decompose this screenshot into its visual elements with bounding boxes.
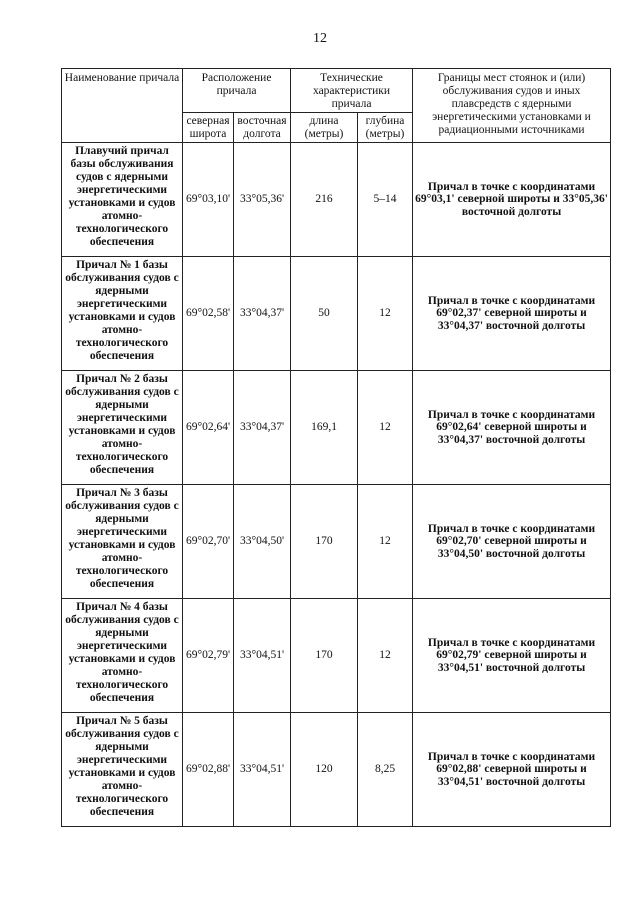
berth-longitude: 33°04,51' bbox=[234, 713, 291, 827]
berth-length: 120 bbox=[291, 713, 358, 827]
berth-longitude: 33°04,51' bbox=[234, 599, 291, 713]
berth-latitude: 69°02,70' bbox=[183, 485, 234, 599]
header-depth: глубина (метры) bbox=[358, 112, 413, 143]
berth-length: 169,1 bbox=[291, 371, 358, 485]
berth-latitude: 69°03,10' bbox=[183, 143, 234, 257]
berth-latitude: 69°02,79' bbox=[183, 599, 234, 713]
header-name: Наименование причала bbox=[62, 69, 183, 143]
berth-boundary: Причал в точке с координатами 69°02,70' северной широты и 33°04,50' восточной долготы bbox=[413, 485, 611, 599]
berth-depth: 8,25 bbox=[358, 713, 413, 827]
page-number: 12 bbox=[313, 31, 327, 46]
header-length: длина (метры) bbox=[291, 112, 358, 143]
header-north-latitude: северная широта bbox=[183, 112, 234, 143]
berth-name: Причал № 1 базы обслуживания судов с ядерными энергетическими установками и судов атомно-технологического обеспечения bbox=[62, 257, 183, 371]
berth-name: Причал № 3 базы обслуживания судов с ядерными энергетическими установками и судов атомно-технологического обеспечения bbox=[62, 485, 183, 599]
berth-length: 216 bbox=[291, 143, 358, 257]
berth-latitude: 69°02,58' bbox=[183, 257, 234, 371]
table-row bbox=[62, 485, 611, 599]
table-row bbox=[62, 143, 611, 257]
header-row bbox=[62, 69, 611, 113]
berth-longitude: 33°04,50' bbox=[234, 485, 291, 599]
header-technical: Технические характеристики причала bbox=[291, 69, 413, 113]
table-header bbox=[62, 69, 611, 143]
berth-boundary: Причал в точке с координатами 69°02,37' северной широты и 33°04,37' восточной долготы bbox=[413, 257, 611, 371]
berth-boundary: Причал в точке с координатами 69°03,1' северной широты и 33°05,36' восточной долготы bbox=[413, 143, 611, 257]
berth-length: 170 bbox=[291, 485, 358, 599]
berths-table bbox=[61, 68, 611, 827]
header-boundaries: Границы мест стоянок и (или) обслуживания судов и иных плавсредств с ядерными энергетическими установками и радиационными источниками bbox=[413, 69, 611, 143]
berth-depth: 5–14 bbox=[358, 143, 413, 257]
header-east-longitude: восточная долгота bbox=[234, 112, 291, 143]
berth-length: 50 bbox=[291, 257, 358, 371]
table-row bbox=[62, 713, 611, 827]
berth-name: Причал № 4 базы обслуживания судов с ядерными энергетическими установками и судов атомно-технологического обеспечения bbox=[62, 599, 183, 713]
berth-depth: 12 bbox=[358, 371, 413, 485]
table-row bbox=[62, 257, 611, 371]
berth-longitude: 33°04,37' bbox=[234, 257, 291, 371]
berth-longitude: 33°04,37' bbox=[234, 371, 291, 485]
table-row bbox=[62, 599, 611, 713]
table-body bbox=[62, 143, 611, 827]
berth-length: 170 bbox=[291, 599, 358, 713]
berth-latitude: 69°02,88' bbox=[183, 713, 234, 827]
berth-boundary: Причал в точке с координатами 69°02,64' северной широты и 33°04,37' восточной долготы bbox=[413, 371, 611, 485]
berth-depth: 12 bbox=[358, 257, 413, 371]
berth-depth: 12 bbox=[358, 599, 413, 713]
berth-name: Причал № 5 базы обслуживания судов с ядерными энергетическими установками и судов атомно-технологического обеспечения bbox=[62, 713, 183, 827]
berth-depth: 12 bbox=[358, 485, 413, 599]
header-location: Расположение причала bbox=[183, 69, 291, 113]
table-row bbox=[62, 371, 611, 485]
berth-latitude: 69°02,64' bbox=[183, 371, 234, 485]
berth-name: Плавучий причал базы обслуживания судов с ядерными энергетическими установками и судов атомно-технологического обеспечения bbox=[62, 143, 183, 257]
berth-longitude: 33°05,36' bbox=[234, 143, 291, 257]
berth-name: Причал № 2 базы обслуживания судов с ядерными энергетическими установками и судов атомно-технологического обеспечения bbox=[62, 371, 183, 485]
berth-boundary: Причал в точке с координатами 69°02,88' северной широты и 33°04,51' восточной долготы bbox=[413, 713, 611, 827]
berth-boundary: Причал в точке с координатами 69°02,79' северной широты и 33°04,51' восточной долготы bbox=[413, 599, 611, 713]
